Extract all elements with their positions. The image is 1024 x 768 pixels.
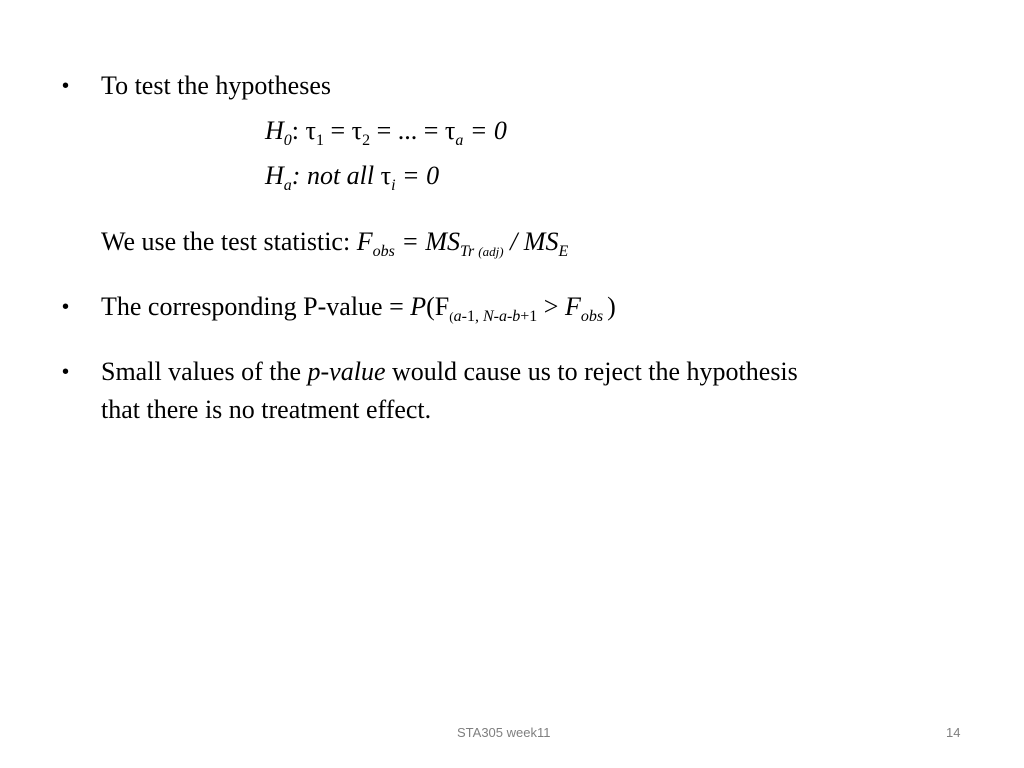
- small-values-line: Small values of the p-value would cause us to reject the hypothesis: [101, 357, 798, 386]
- test-statistic-line: We use the test statistic: $F_{obs} = MS_{Tr (adj)} / MS_E$: [101, 227, 569, 260]
- alternative-hypothesis: $H_a$: not all $\tau_i = 0$: [265, 161, 440, 194]
- small-values-line-2: that there is no treatment effect.: [101, 395, 432, 424]
- footer-course-label: STA305 week11: [457, 725, 551, 740]
- slide-number: 14: [946, 725, 961, 740]
- bullet-marker: •: [62, 361, 70, 383]
- null-hypothesis: $H_0$: $\tau_1 = \tau_2$ = ... = $\tau_a = 0$: [265, 116, 507, 149]
- bullet-marker: •: [62, 75, 70, 97]
- bullet-hypotheses-text: To test the hypotheses: [101, 71, 331, 100]
- bullet-marker: •: [62, 296, 70, 318]
- p-value-line: The corresponding P-value = $P(F_{(a-1, N-a-b+1} > F_{obs}$ ): [101, 292, 616, 325]
